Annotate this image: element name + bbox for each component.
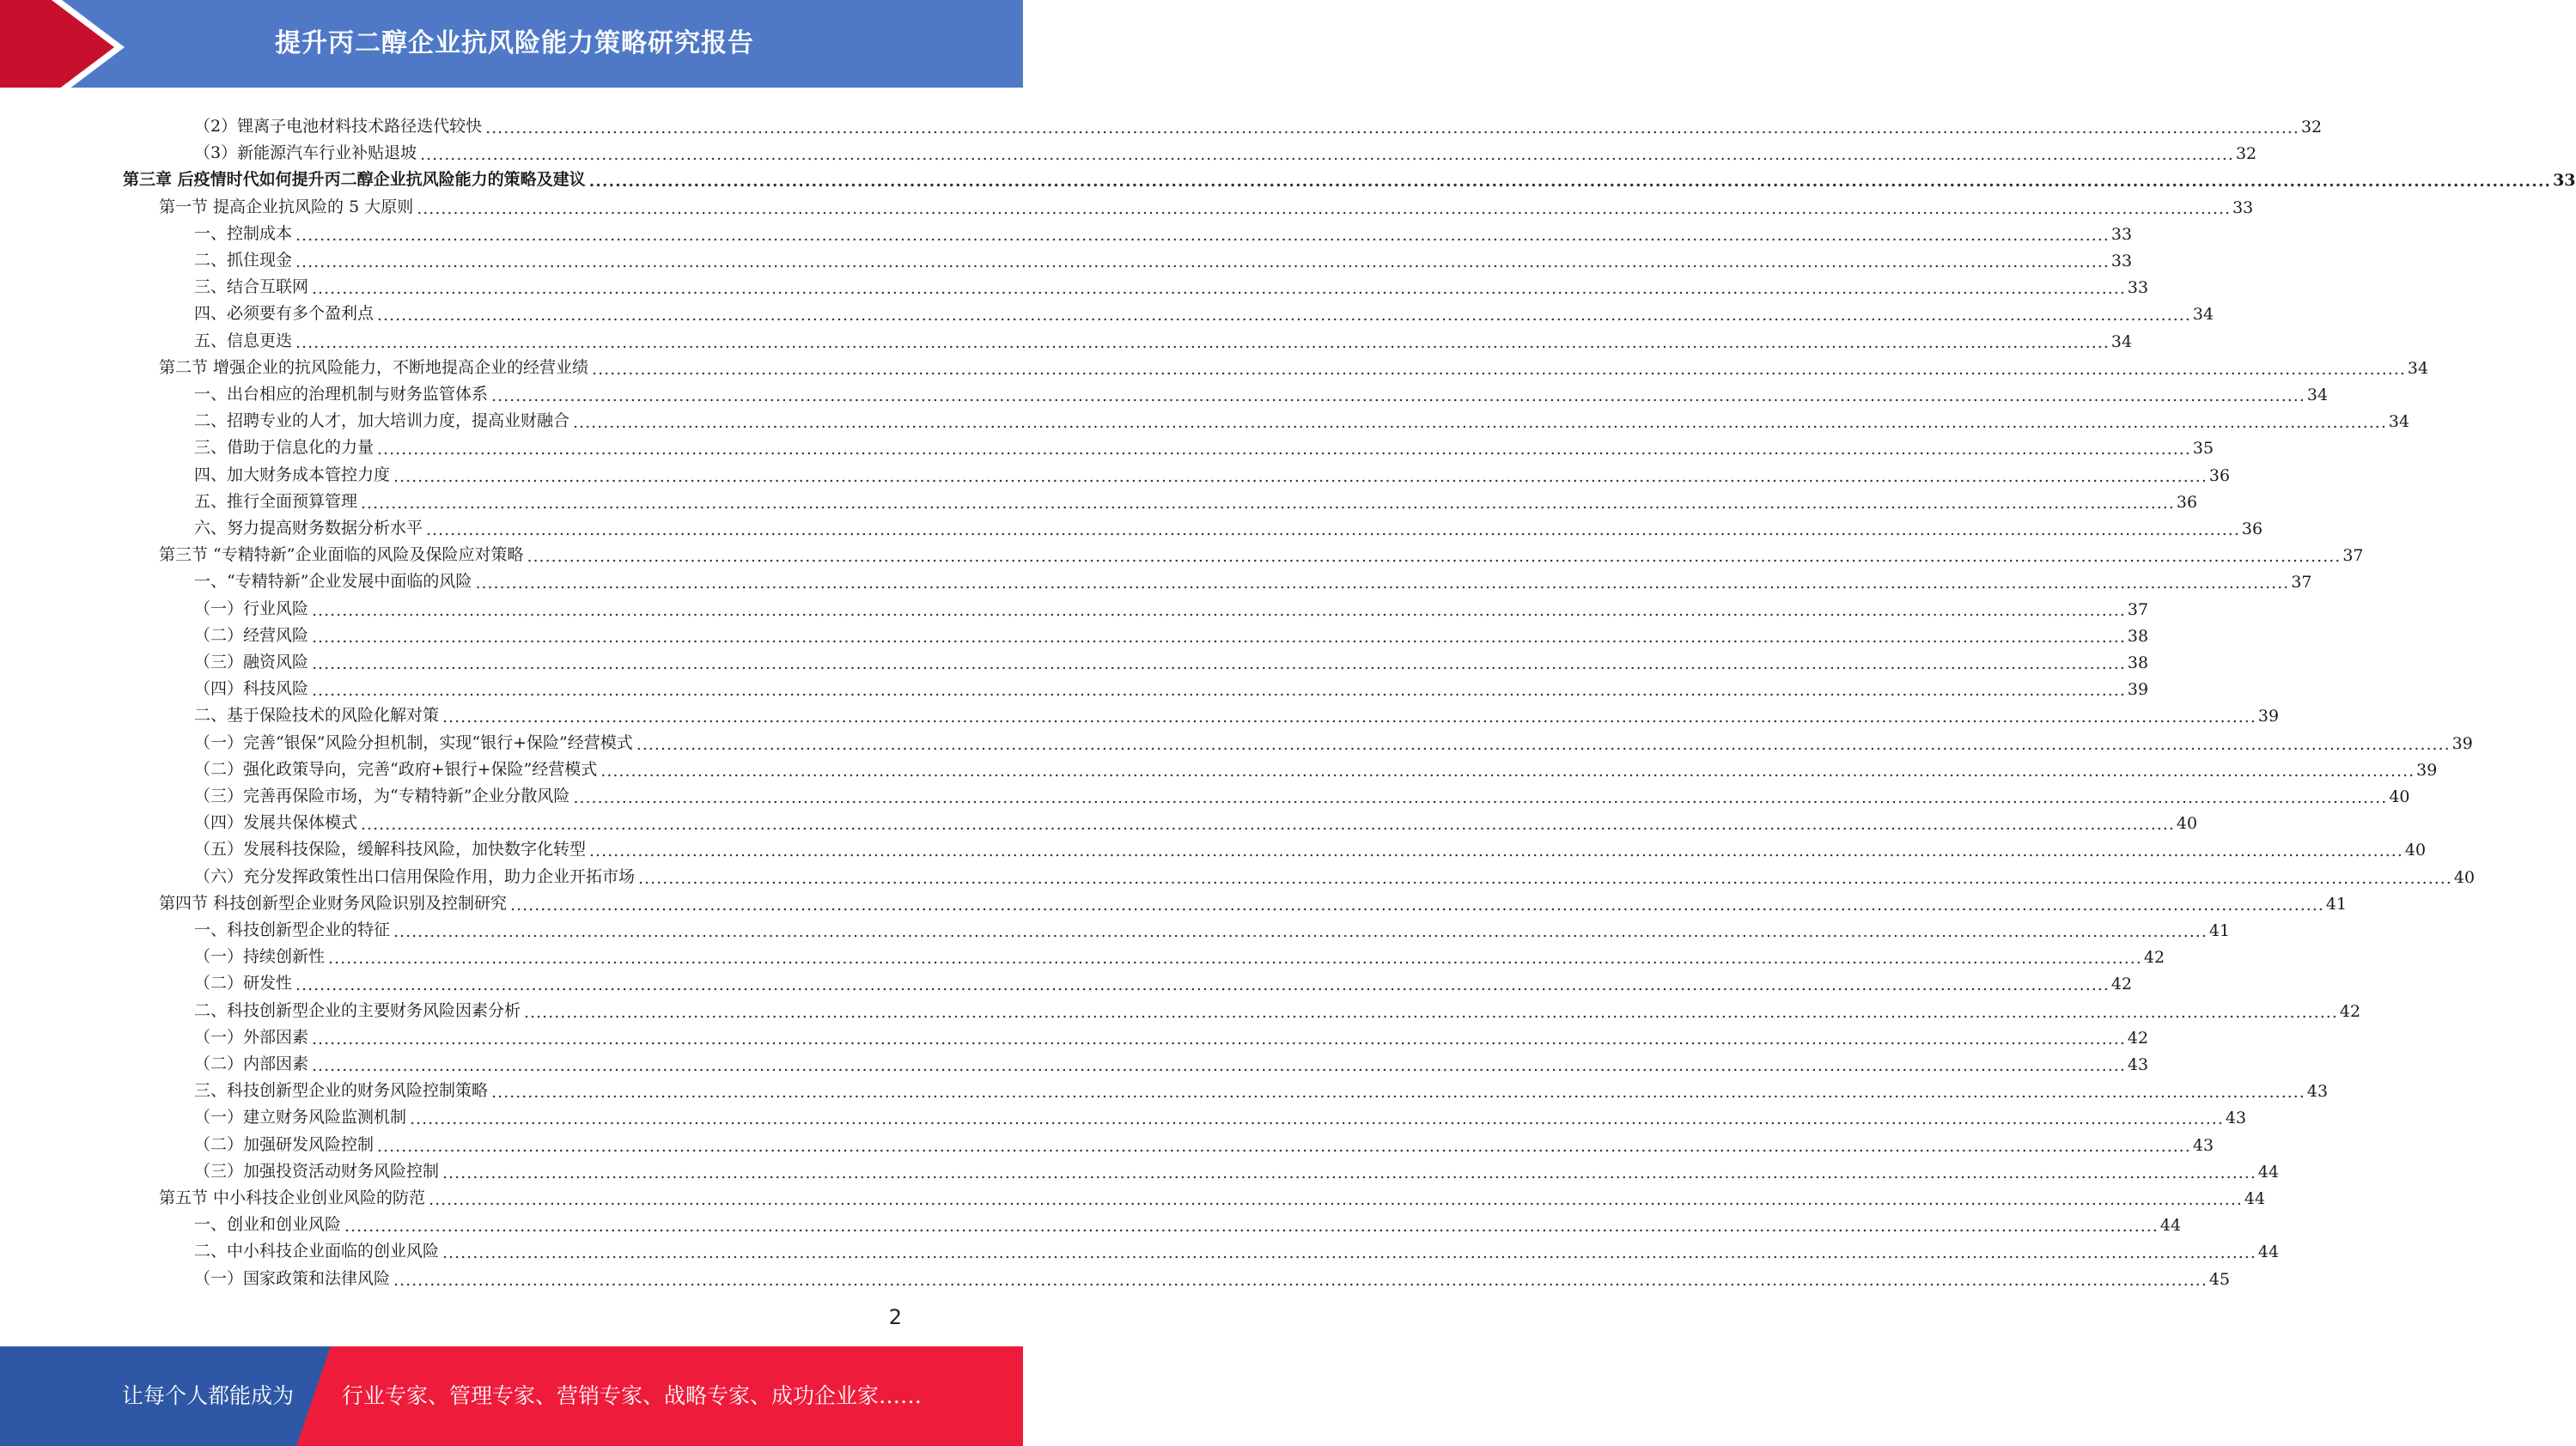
toc-leader-dots: ............................................................................................................................................................................................................................................................................................................ bbox=[485, 118, 2299, 137]
toc-entry-page: 36 bbox=[2208, 465, 2231, 485]
toc-entry-page: 33 bbox=[2110, 224, 2133, 244]
toc-entry-title: （3）新能源汽车行业补贴退坡 bbox=[194, 143, 417, 163]
toc-entry-page: 41 bbox=[2208, 921, 2231, 940]
toc-entry-title: （三）完善再保险市场，为“专精特新”企业分散风险 bbox=[194, 787, 570, 805]
toc-entry-page: 34 bbox=[2407, 358, 2429, 378]
toc-leader-dots: ............................................................................................................................................................................................................................................................................................................ bbox=[426, 520, 2240, 539]
toc-entry[interactable] bbox=[194, 459, 2231, 486]
toc-entry-title: （一）外部因素 bbox=[194, 1027, 309, 1047]
toc-leader-dots: ............................................................................................................................................................................................................................................................................................................ bbox=[295, 252, 2110, 271]
toc-leader-dots: ............................................................................................................................................................................................................................................................................................................ bbox=[636, 734, 2451, 754]
toc-entry-title: （五）发展科技保险，缓解科技风险，加快数字化转型 bbox=[194, 840, 587, 860]
toc-entry[interactable] bbox=[194, 1021, 2149, 1048]
toc-entry-page: 37 bbox=[2342, 546, 2364, 566]
toc-leader-dots: ............................................................................................................................................................................................................................................................................................................ bbox=[344, 1217, 2159, 1236]
toc-entry-title: 四、必须要有多个盈利点 bbox=[194, 304, 375, 324]
toc-entry-title: （二）加强研发风险控制 bbox=[194, 1134, 375, 1154]
toc-leader-dots: ............................................................................................................................................................................................................................................................................................................ bbox=[429, 1190, 2243, 1209]
toc-entry-title: 一、“专精特新”企业发展中面临的风险 bbox=[194, 572, 472, 592]
toc-entry-title: 三、结合互联网 bbox=[194, 277, 309, 297]
toc-entry[interactable] bbox=[194, 1235, 2280, 1263]
toc-entry-page: 32 bbox=[2300, 118, 2323, 137]
toc-entry-page: 42 bbox=[2143, 948, 2165, 968]
toc-entry-page: 39 bbox=[2127, 680, 2149, 700]
toc-entry-title: 三、科技创新型企业的财务风险控制策略 bbox=[194, 1081, 489, 1101]
toc-entry[interactable] bbox=[159, 191, 2254, 218]
toc-entry-page: 39 bbox=[2451, 733, 2473, 753]
toc-leader-dots: ............................................................................................................................................................................................................................................................................................................ bbox=[475, 574, 2290, 593]
toc-entry[interactable] bbox=[194, 1074, 2329, 1103]
toc-entry-page: 43 bbox=[2225, 1109, 2247, 1128]
footer-slogan-right: 行业专家、管理专家、营销专家、战略专家、成功企业家…… bbox=[342, 1383, 923, 1408]
toc-entry[interactable] bbox=[194, 646, 2149, 673]
toc-entry-page: 38 bbox=[2127, 653, 2149, 672]
toc-entry[interactable] bbox=[194, 110, 2323, 137]
toc-leader-dots: ............................................................................................................................................................................................................................................................................................................ bbox=[417, 198, 2232, 218]
toc-leader-dots: ............................................................................................................................................................................................................................................................................................................ bbox=[393, 922, 2208, 941]
footer-slogan-left: 让每个人都能成为 bbox=[122, 1383, 295, 1408]
toc-entry-page: 34 bbox=[2110, 331, 2133, 351]
toc-entry[interactable] bbox=[123, 163, 2576, 191]
toc-entry-page: 34 bbox=[2306, 386, 2329, 404]
toc-leader-dots: ............................................................................................................................................................................................................................................................................................................ bbox=[491, 1083, 2305, 1103]
toc-entry-title: 五、信息更迭 bbox=[194, 331, 293, 350]
toc-entry[interactable] bbox=[194, 1155, 2280, 1182]
toc-entry-title: 四、加大财务成本管控力度 bbox=[194, 465, 391, 484]
toc-entry[interactable] bbox=[194, 1208, 2182, 1236]
page-header bbox=[0, 0, 1023, 94]
toc-entry[interactable] bbox=[194, 967, 2133, 995]
toc-entry-title: （2）锂离子电池材料技术路径迭代较快 bbox=[194, 117, 483, 136]
toc-entry[interactable] bbox=[194, 780, 2410, 807]
toc-entry[interactable] bbox=[194, 726, 2473, 754]
toc-entry-page: 40 bbox=[2176, 814, 2198, 834]
toc-leader-dots: ............................................................................................................................................................................................................................................................................................................ bbox=[442, 1243, 2256, 1263]
toc-entry-title: （二）强化政策导向，完善“政府+银行+保险”经营模式 bbox=[194, 759, 598, 779]
toc-entry-page: 44 bbox=[2257, 1242, 2280, 1262]
toc-leader-dots: ............................................................................................................................................................................................................................................................................................................ bbox=[510, 895, 2324, 914]
toc-leader-dots: ............................................................................................................................................................................................................................................................................................................ bbox=[393, 1270, 2208, 1290]
toc-entry-page: 39 bbox=[2257, 707, 2280, 726]
toc-entry[interactable] bbox=[194, 672, 2149, 701]
toc-leader-dots: ............................................................................................................................................................................................................................................................................................................ bbox=[377, 306, 2191, 325]
toc-entry-title: （四）发展共保体模式 bbox=[194, 813, 358, 833]
toc-entry[interactable] bbox=[194, 699, 2280, 727]
toc-entry[interactable] bbox=[194, 619, 2149, 647]
toc-entry-title: 第五节 中小科技企业创业风险的防范 bbox=[159, 1188, 426, 1207]
toc-entry-title: 二、招聘专业的人才，加大培训力度，提高业财融合 bbox=[194, 411, 570, 431]
toc-leader-dots: ............................................................................................................................................................................................................................................................................................................ bbox=[312, 1029, 2126, 1048]
toc-leader-dots: ............................................................................................................................................................................................................................................................................................................ bbox=[328, 949, 2142, 969]
toc-entry-page: 42 bbox=[2127, 1028, 2149, 1048]
toc-entry-title: 二、基于保险技术的风险化解对策 bbox=[194, 706, 440, 726]
toc-entry-title: （六）充分发挥政策性出口信用保险作用，助力企业开拓市场 bbox=[194, 866, 636, 886]
toc-entry-page: 33 bbox=[2232, 197, 2254, 217]
toc-entry-title: 第四节 科技创新型企业财务风险识别及控制研究 bbox=[159, 893, 508, 913]
toc-leader-dots: ............................................................................................................................................................................................................................................................................................................ bbox=[312, 681, 2126, 701]
toc-entry-page: 43 bbox=[2192, 1135, 2214, 1155]
toc-entry-page: 34 bbox=[2192, 305, 2214, 325]
page-footer bbox=[0, 1346, 1023, 1446]
toc-entry-title: （二）经营风险 bbox=[194, 625, 309, 645]
toc-entry-title: 一、控制成本 bbox=[194, 223, 293, 243]
toc-entry-page: 33 bbox=[2110, 252, 2133, 270]
toc-entry-page: 40 bbox=[2453, 867, 2476, 887]
toc-entry-title: 六、努力提高财务数据分析水平 bbox=[194, 519, 423, 538]
toc-entry[interactable] bbox=[194, 1101, 2247, 1129]
toc-entry-title: 第三节 “专精特新”企业面临的风险及保险应对策略 bbox=[159, 545, 524, 565]
toc-entry-page: 36 bbox=[2241, 519, 2263, 538]
toc-entry[interactable] bbox=[194, 431, 2214, 459]
toc-leader-dots: ............................................................................................................................................................................................................................................................................................................ bbox=[312, 627, 2126, 647]
toc-entry-title: 一、科技创新型企业的特征 bbox=[194, 920, 391, 939]
toc-entry-title: （一）建立财务风险监测机制 bbox=[194, 1108, 407, 1127]
toc-leader-dots: ............................................................................................................................................................................................................................................................................................................ bbox=[377, 440, 2191, 459]
toc-entry-title: 第一节 提高企业抗风险的 5 大原则 bbox=[159, 197, 414, 216]
toc-entry-title: 一、出台相应的治理机制与财务监管体系 bbox=[194, 385, 489, 404]
toc-entry-page: 33 bbox=[2127, 278, 2149, 298]
toc-entry-title: （一）行业风险 bbox=[194, 598, 309, 618]
toc-entry[interactable] bbox=[159, 1182, 2266, 1209]
toc-entry[interactable] bbox=[194, 485, 2198, 513]
toc-leader-dots: ............................................................................................................................................................................................................................................................................................................ bbox=[312, 279, 2126, 299]
toc-entry-page: 36 bbox=[2176, 492, 2198, 512]
toc-entry-title: （一）完善“银保”风险分担机制，实现“银行+保险”经营模式 bbox=[194, 732, 633, 752]
toc-entry-title: 第二节 增强企业的抗风险能力，不断地提高企业的经营业绩 bbox=[159, 357, 589, 377]
toc-entry-title: 五、推行全面预算管理 bbox=[194, 491, 358, 511]
toc-entry-title: （一）国家政策和法律风险 bbox=[194, 1268, 391, 1288]
toc-entry-page: 43 bbox=[2127, 1055, 2149, 1074]
toc-entry[interactable] bbox=[194, 994, 2361, 1022]
toc-leader-dots: ............................................................................................................................................................................................................................................................................................................ bbox=[295, 332, 2110, 352]
toc-leader-dots: ............................................................................................................................................................................................................................................................................................................ bbox=[312, 654, 2126, 673]
toc-entry[interactable] bbox=[194, 297, 2214, 325]
toc-entry-page: 41 bbox=[2325, 894, 2348, 914]
toc-entry-page: 32 bbox=[2235, 144, 2257, 164]
toc-leader-dots: ............................................................................................................................................................................................................................................................................................................ bbox=[377, 1136, 2191, 1156]
toc-entry[interactable] bbox=[194, 565, 2312, 593]
toc-entry[interactable] bbox=[194, 1048, 2149, 1075]
toc-entry[interactable] bbox=[194, 512, 2263, 539]
toc-entry[interactable] bbox=[194, 940, 2165, 969]
toc-leader-dots: ............................................................................................................................................................................................................................................................................................................ bbox=[312, 600, 2126, 620]
toc-entry-title: （二）研发性 bbox=[194, 974, 293, 993]
toc-leader-dots: ............................................................................................................................................................................................................................................................................................................ bbox=[638, 868, 2452, 888]
toc-entry-page: 44 bbox=[2244, 1189, 2266, 1208]
toc-entry[interactable] bbox=[159, 538, 2364, 567]
toc-entry[interactable] bbox=[194, 270, 2149, 299]
toc-entry-title: （四）科技风险 bbox=[194, 679, 309, 699]
toc-entry[interactable] bbox=[194, 244, 2133, 271]
toc-entry-page: 42 bbox=[2339, 1001, 2361, 1021]
toc-leader-dots: ............................................................................................................................................................................................................................................................................................................ bbox=[600, 761, 2415, 781]
toc-leader-dots: ............................................................................................................................................................................................................................................................................................................ bbox=[442, 1163, 2256, 1182]
toc-entry-title: 第三章 后疫情时代如何提升丙二醇企业抗风险能力的策略及建议 bbox=[123, 170, 586, 190]
toc-leader-dots: ............................................................................................................................................................................................................................................................................................................ bbox=[361, 493, 2175, 513]
toc-entry-page: 37 bbox=[2291, 573, 2312, 592]
toc-leader-dots: ............................................................................................................................................................................................................................................................................................................ bbox=[312, 1056, 2126, 1075]
toc-leader-dots: ............................................................................................................................................................................................................................................................................................................ bbox=[442, 708, 2256, 727]
toc-entry[interactable] bbox=[194, 753, 2438, 781]
toc-entry[interactable] bbox=[194, 325, 2133, 352]
toc-entry-page: 35 bbox=[2192, 439, 2214, 459]
toc-entry-title: 二、抓住现金 bbox=[194, 251, 293, 270]
toc-entry-page: 42 bbox=[2110, 975, 2133, 994]
toc-entry-title: 三、借助于信息化的力量 bbox=[194, 438, 375, 458]
toc-entry[interactable] bbox=[194, 217, 2133, 245]
toc-entry-title: 二、中小科技企业面临的创业风险 bbox=[194, 1242, 440, 1261]
toc-entry-title: （二）内部因素 bbox=[194, 1054, 309, 1073]
toc-entry[interactable] bbox=[194, 833, 2427, 861]
page-number: 2 bbox=[888, 1305, 902, 1329]
toc-leader-dots: ............................................................................................................................................................................................................................................................................................................ bbox=[420, 145, 2234, 165]
toc-entry-page: 37 bbox=[2127, 599, 2149, 619]
toc-entry[interactable] bbox=[159, 351, 2429, 379]
toc-entry[interactable] bbox=[159, 887, 2348, 914]
toc-entry[interactable] bbox=[194, 860, 2476, 888]
toc-entry-page: 38 bbox=[2127, 626, 2149, 646]
toc-leader-dots: ............................................................................................................................................................................................................................................................................................................ bbox=[573, 413, 2387, 433]
toc-leader-dots: ............................................................................................................................................................................................................................................................................................................ bbox=[361, 815, 2175, 835]
toc-leader-dots: ............................................................................................................................................................................................................................................................................................................ bbox=[573, 788, 2388, 807]
toc-entry-page: 34 bbox=[2388, 412, 2410, 432]
toc-leader-dots: ............................................................................................................................................................................................................................................................................................................ bbox=[295, 225, 2110, 245]
toc-entry-page: 33 bbox=[2553, 171, 2576, 191]
toc-leader-dots: ............................................................................................................................................................................................................................................................................................................ bbox=[295, 975, 2110, 995]
toc-entry-page: 43 bbox=[2306, 1082, 2329, 1102]
toc-entry[interactable] bbox=[194, 806, 2198, 835]
toc-entry[interactable] bbox=[194, 914, 2231, 941]
toc-leader-dots: ............................................................................................................................................................................................................................................................................................................ bbox=[491, 386, 2305, 405]
toc-entry[interactable] bbox=[194, 1262, 2231, 1290]
toc-entry-page: 44 bbox=[2159, 1216, 2182, 1236]
toc-leader-dots: ............................................................................................................................................................................................................................................................................................................ bbox=[524, 1002, 2338, 1022]
toc-entry[interactable] bbox=[194, 592, 2149, 620]
toc-leader-dots: ............................................................................................................................................................................................................................................................................................................ bbox=[589, 841, 2403, 861]
toc-entry-title: （三）融资风险 bbox=[194, 653, 309, 671]
toc-leader-dots: ............................................................................................................................................................................................................................................................................................................ bbox=[410, 1109, 2224, 1129]
toc-leader-dots: ............................................................................................................................................................................................................................................................................................................ bbox=[592, 359, 2406, 379]
toc-entry[interactable] bbox=[194, 378, 2329, 405]
toc-entry[interactable] bbox=[194, 137, 2257, 165]
toc-entry-title: （三）加强投资活动财务风险控制 bbox=[194, 1161, 440, 1181]
toc-leader-dots: ............................................................................................................................................................................................................................................................................................................ bbox=[393, 466, 2208, 486]
toc-entry[interactable] bbox=[194, 1128, 2214, 1156]
report-title: 提升丙二醇企业抗风险能力策略研究报告 bbox=[275, 28, 754, 58]
toc-entry-title: 一、创业和创业风险 bbox=[194, 1215, 342, 1235]
toc-entry-page: 40 bbox=[2389, 787, 2410, 806]
toc-entry-page: 45 bbox=[2208, 1269, 2231, 1289]
toc-entry[interactable] bbox=[194, 404, 2410, 433]
toc-leader-dots: ............................................................................................................................................................................................................................................................................................................ bbox=[588, 172, 2552, 191]
toc-entry-title: 二、科技创新型企业的主要财务风险因素分析 bbox=[194, 1000, 521, 1020]
toc-entry-page: 40 bbox=[2404, 841, 2427, 860]
toc-entry-page: 44 bbox=[2257, 1162, 2280, 1182]
toc-entry-page: 39 bbox=[2416, 760, 2438, 780]
toc-entry-title: （一）持续创新性 bbox=[194, 947, 326, 967]
toc-leader-dots: ............................................................................................................................................................................................................................................................................................................ bbox=[527, 547, 2342, 567]
